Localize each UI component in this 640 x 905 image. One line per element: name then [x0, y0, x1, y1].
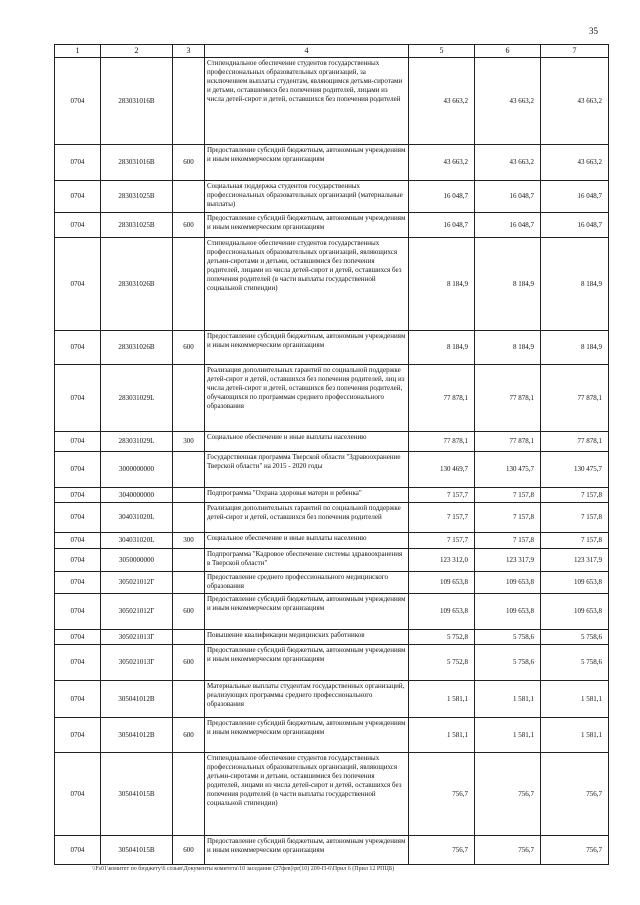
section-code-cell: 0704 — [55, 58, 101, 145]
table-row — [55, 753, 609, 836]
table-row — [55, 452, 609, 488]
target-code-cell: 283031016В — [101, 58, 173, 145]
amount-year2-cell: 130 475,7 — [475, 452, 541, 488]
amount-year2-cell: 109 653,8 — [475, 594, 541, 630]
target-code-cell: 3040000000 — [101, 488, 173, 503]
item-name-cell: Предоставление субсидий бюджетным, автономным учреждениям и иным некоммерческим организациям — [205, 645, 409, 681]
table-row — [55, 58, 609, 145]
amount-year1-cell: 43 663,2 — [409, 58, 475, 145]
table-row — [55, 432, 609, 452]
table-row — [55, 645, 609, 681]
item-name-cell: Предоставление субсидий бюджетным, автономным учреждениям и иным некоммерческим организациям — [205, 836, 409, 865]
target-code-cell: 283031029L — [101, 432, 173, 452]
expense-kind-cell: 600 — [173, 145, 205, 181]
target-code-cell: 305021012Г — [101, 572, 173, 594]
target-code-cell: 283031025В — [101, 181, 173, 213]
amount-year3-cell: 7 157,8 — [541, 533, 609, 549]
amount-year2-cell: 1 581,1 — [475, 681, 541, 718]
item-name-cell: Стипендиальное обеспечение студентов государственных профессиональных образовательных организаций, являющихся детьми-сиротами и детьми, оставшимися без попечения родителей, лицами из числа детей-сирот и детей, оставшихся без попечения родителей (в части выплаты государственной социальной стипендии) — [205, 238, 409, 331]
amount-year2-cell: 7 157,8 — [475, 488, 541, 503]
item-name-cell: Подпрограмма "Охрана здоровья матери и ребенка" — [205, 488, 409, 503]
target-code-cell: 3050000000 — [101, 549, 173, 572]
expense-kind-cell — [173, 365, 205, 432]
amount-year1-cell: 8 184,9 — [409, 238, 475, 331]
expense-kind-cell — [173, 238, 205, 331]
amount-year2-cell: 756,7 — [475, 753, 541, 836]
section-code-cell: 0704 — [55, 836, 101, 865]
section-code-cell: 0704 — [55, 503, 101, 533]
expense-kind-cell: 600 — [173, 836, 205, 865]
amount-year1-cell: 43 663,2 — [409, 145, 475, 181]
expense-kind-cell — [173, 572, 205, 594]
column-header: 2 — [101, 45, 173, 58]
amount-year3-cell: 123 317,9 — [541, 549, 609, 572]
target-code-cell: 304031020L — [101, 503, 173, 533]
amount-year3-cell: 756,7 — [541, 836, 609, 865]
column-header: 7 — [541, 45, 609, 58]
target-code-cell: 305021012Г — [101, 594, 173, 630]
amount-year1-cell: 109 653,8 — [409, 572, 475, 594]
table-row — [55, 836, 609, 865]
section-code-cell: 0704 — [55, 533, 101, 549]
item-name-cell: Реализация дополнительных гарантий по социальной поддержке детей-сирот и детей, оставшихся без попечения родителей, лиц из числа детей-сирот и детей, оставшихся без попечения родителей, обучающихся по программам среднего профессионального образования — [205, 365, 409, 432]
column-header: 3 — [173, 45, 205, 58]
table-row — [55, 488, 609, 503]
amount-year2-cell: 77 878,1 — [475, 432, 541, 452]
table-header-row — [55, 45, 609, 58]
expense-kind-cell: 600 — [173, 213, 205, 238]
amount-year1-cell: 7 157,7 — [409, 503, 475, 533]
amount-year2-cell: 109 653,8 — [475, 572, 541, 594]
item-name-cell: Предоставление субсидий бюджетным, автономным учреждениям и иным некоммерческим организациям — [205, 594, 409, 630]
expense-kind-cell — [173, 503, 205, 533]
item-name-cell: Стипендиальное обеспечение студентов государственных профессиональных образовательных организаций, за исключением выплаты студентам, являющимся детьми-сиротами и детьми, оставшимися без попечения родителей, лицами из числа детей-сирот и детей, оставшихся без попечения родителей — [205, 58, 409, 145]
target-code-cell: 283031016В — [101, 145, 173, 181]
amount-year1-cell: 5 752,8 — [409, 645, 475, 681]
section-code-cell: 0704 — [55, 718, 101, 753]
amount-year3-cell: 8 184,9 — [541, 238, 609, 331]
table-row — [55, 503, 609, 533]
item-name-cell: Предоставление субсидий бюджетным, автономным учреждениям и иным некоммерческим организациям — [205, 213, 409, 238]
expense-kind-cell — [173, 681, 205, 718]
item-name-cell: Предоставление субсидий бюджетным, автономным учреждениям и иным некоммерческим организациям — [205, 331, 409, 365]
table-row — [55, 533, 609, 549]
table-body — [55, 58, 609, 865]
amount-year2-cell: 1 581,1 — [475, 718, 541, 753]
target-code-cell: 305021013Г — [101, 645, 173, 681]
table-row — [55, 181, 609, 213]
expense-kind-cell — [173, 488, 205, 503]
section-code-cell: 0704 — [55, 432, 101, 452]
amount-year3-cell: 77 878,1 — [541, 432, 609, 452]
page-number: 35 — [589, 26, 598, 36]
amount-year1-cell: 109 653,8 — [409, 594, 475, 630]
amount-year2-cell: 123 317,9 — [475, 549, 541, 572]
item-name-cell: Реализация дополнительных гарантий по социальной поддержке детей-сирот и детей, оставшихся без попечения родителей — [205, 503, 409, 533]
expense-kind-cell — [173, 452, 205, 488]
expense-kind-cell — [173, 753, 205, 836]
amount-year2-cell: 7 157,8 — [475, 503, 541, 533]
amount-year3-cell: 8 184,9 — [541, 331, 609, 365]
amount-year2-cell: 8 184,9 — [475, 238, 541, 331]
target-code-cell: 283031025В — [101, 213, 173, 238]
section-code-cell: 0704 — [55, 645, 101, 681]
amount-year3-cell: 1 581,1 — [541, 718, 609, 753]
amount-year2-cell: 7 157,8 — [475, 533, 541, 549]
section-code-cell: 0704 — [55, 365, 101, 432]
column-header: 4 — [205, 45, 409, 58]
column-header: 5 — [409, 45, 475, 58]
amount-year3-cell: 16 048,7 — [541, 181, 609, 213]
amount-year1-cell: 77 878,1 — [409, 365, 475, 432]
section-code-cell: 0704 — [55, 331, 101, 365]
item-name-cell: Социальное обеспечение и иные выплаты населению — [205, 432, 409, 452]
amount-year3-cell: 7 157,8 — [541, 488, 609, 503]
table-row — [55, 213, 609, 238]
amount-year2-cell: 16 048,7 — [475, 181, 541, 213]
section-code-cell: 0704 — [55, 488, 101, 503]
target-code-cell: 305041012В — [101, 718, 173, 753]
amount-year3-cell: 7 157,8 — [541, 503, 609, 533]
table-row — [55, 365, 609, 432]
section-code-cell: 0704 — [55, 181, 101, 213]
table-row — [55, 145, 609, 181]
expense-kind-cell — [173, 181, 205, 213]
table-row — [55, 681, 609, 718]
amount-year3-cell: 130 475,7 — [541, 452, 609, 488]
target-code-cell: 305021013Г — [101, 630, 173, 645]
amount-year2-cell: 43 663,2 — [475, 58, 541, 145]
amount-year1-cell: 16 048,7 — [409, 181, 475, 213]
item-name-cell: Предоставление субсидий бюджетным, автономным учреждениям и иным некоммерческим организациям — [205, 145, 409, 181]
amount-year3-cell: 43 663,2 — [541, 145, 609, 181]
target-code-cell: 305041015В — [101, 753, 173, 836]
amount-year3-cell: 109 653,8 — [541, 572, 609, 594]
amount-year2-cell: 5 758,6 — [475, 630, 541, 645]
amount-year1-cell: 8 184,9 — [409, 331, 475, 365]
expense-kind-cell — [173, 630, 205, 645]
table-row — [55, 572, 609, 594]
amount-year1-cell: 77 878,1 — [409, 432, 475, 452]
amount-year3-cell: 5 758,6 — [541, 645, 609, 681]
amount-year1-cell: 1 581,1 — [409, 681, 475, 718]
column-header: 1 — [55, 45, 101, 58]
section-code-cell: 0704 — [55, 681, 101, 718]
item-name-cell: Социальное обеспечение и иные выплаты населению — [205, 533, 409, 549]
section-code-cell: 0704 — [55, 452, 101, 488]
amount-year2-cell: 16 048,7 — [475, 213, 541, 238]
target-code-cell: 305041015В — [101, 836, 173, 865]
amount-year1-cell: 5 752,8 — [409, 630, 475, 645]
amount-year3-cell: 1 581,1 — [541, 681, 609, 718]
item-name-cell: Предоставление среднего профессионального медицинского образования — [205, 572, 409, 594]
section-code-cell: 0704 — [55, 549, 101, 572]
amount-year3-cell: 77 878,1 — [541, 365, 609, 432]
item-name-cell: Социальная поддержка студентов государственных профессиональных образовательных организаций (материальные выплаты) — [205, 181, 409, 213]
amount-year1-cell: 130 469,7 — [409, 452, 475, 488]
footer-path: \\Fs01\комитет по бюджету\6 созыв\Документы комитета\10 заседание (27фев)\pr(10) 209-П-6\Прил 6 (Прил 12 РПЦБ) — [92, 866, 395, 872]
target-code-cell: 283031026В — [101, 331, 173, 365]
table-row — [55, 594, 609, 630]
amount-year1-cell: 1 581,1 — [409, 718, 475, 753]
expense-kind-cell — [173, 549, 205, 572]
amount-year2-cell: 756,7 — [475, 836, 541, 865]
amount-year1-cell: 16 048,7 — [409, 213, 475, 238]
item-name-cell: Подпрограмма "Кадровое обеспечение системы здравоохранения в Тверской области" — [205, 549, 409, 572]
amount-year1-cell: 123 312,0 — [409, 549, 475, 572]
amount-year3-cell: 16 048,7 — [541, 213, 609, 238]
item-name-cell: Предоставление субсидий бюджетным, автономным учреждениям и иным некоммерческим организациям — [205, 718, 409, 753]
expense-kind-cell: 600 — [173, 331, 205, 365]
expense-kind-cell — [173, 58, 205, 145]
amount-year2-cell: 43 663,2 — [475, 145, 541, 181]
amount-year1-cell: 7 157,7 — [409, 533, 475, 549]
section-code-cell: 0704 — [55, 594, 101, 630]
expense-kind-cell: 600 — [173, 645, 205, 681]
amount-year2-cell: 8 184,9 — [475, 331, 541, 365]
item-name-cell: Повышение квалификации медицинских работников — [205, 630, 409, 645]
target-code-cell: 305041012В — [101, 681, 173, 718]
item-name-cell: Материальные выплаты студентам государственных организаций, реализующих программы среднего профессионального образования — [205, 681, 409, 718]
table-row — [55, 238, 609, 331]
item-name-cell: Государственная программа Тверской области "Здравоохранение Тверской области" на 2015 - 2020 годы — [205, 452, 409, 488]
amount-year1-cell: 756,7 — [409, 753, 475, 836]
amount-year1-cell: 756,7 — [409, 836, 475, 865]
target-code-cell: 283031026В — [101, 238, 173, 331]
amount-year2-cell: 77 878,1 — [475, 365, 541, 432]
table-row — [55, 630, 609, 645]
section-code-cell: 0704 — [55, 630, 101, 645]
amount-year3-cell: 109 653,8 — [541, 594, 609, 630]
section-code-cell: 0704 — [55, 238, 101, 331]
table-row — [55, 718, 609, 753]
amount-year3-cell: 43 663,2 — [541, 58, 609, 145]
expense-kind-cell: 600 — [173, 718, 205, 753]
expense-kind-cell: 300 — [173, 533, 205, 549]
amount-year2-cell: 5 758,6 — [475, 645, 541, 681]
target-code-cell: 3000000000 — [101, 452, 173, 488]
section-code-cell: 0704 — [55, 572, 101, 594]
expense-kind-cell: 300 — [173, 432, 205, 452]
table-row — [55, 331, 609, 365]
amount-year1-cell: 7 157,7 — [409, 488, 475, 503]
budget-table — [54, 44, 609, 865]
column-header: 6 — [475, 45, 541, 58]
amount-year3-cell: 756,7 — [541, 753, 609, 836]
table-row — [55, 549, 609, 572]
section-code-cell: 0704 — [55, 213, 101, 238]
expense-kind-cell: 600 — [173, 594, 205, 630]
target-code-cell: 283031029L — [101, 365, 173, 432]
section-code-cell: 0704 — [55, 145, 101, 181]
target-code-cell: 304031020L — [101, 533, 173, 549]
item-name-cell: Стипендиальное обеспечение студентов государственных профессиональных образовательных организаций, являющихся детьми-сиротами и детьми, оставшимися без попечения родителей, лицами из числа детей-сирот и детей, оставшихся без попечения родителей (в части выплаты государственной социальной стипендии) — [205, 753, 409, 836]
amount-year3-cell: 5 758,6 — [541, 630, 609, 645]
section-code-cell: 0704 — [55, 753, 101, 836]
